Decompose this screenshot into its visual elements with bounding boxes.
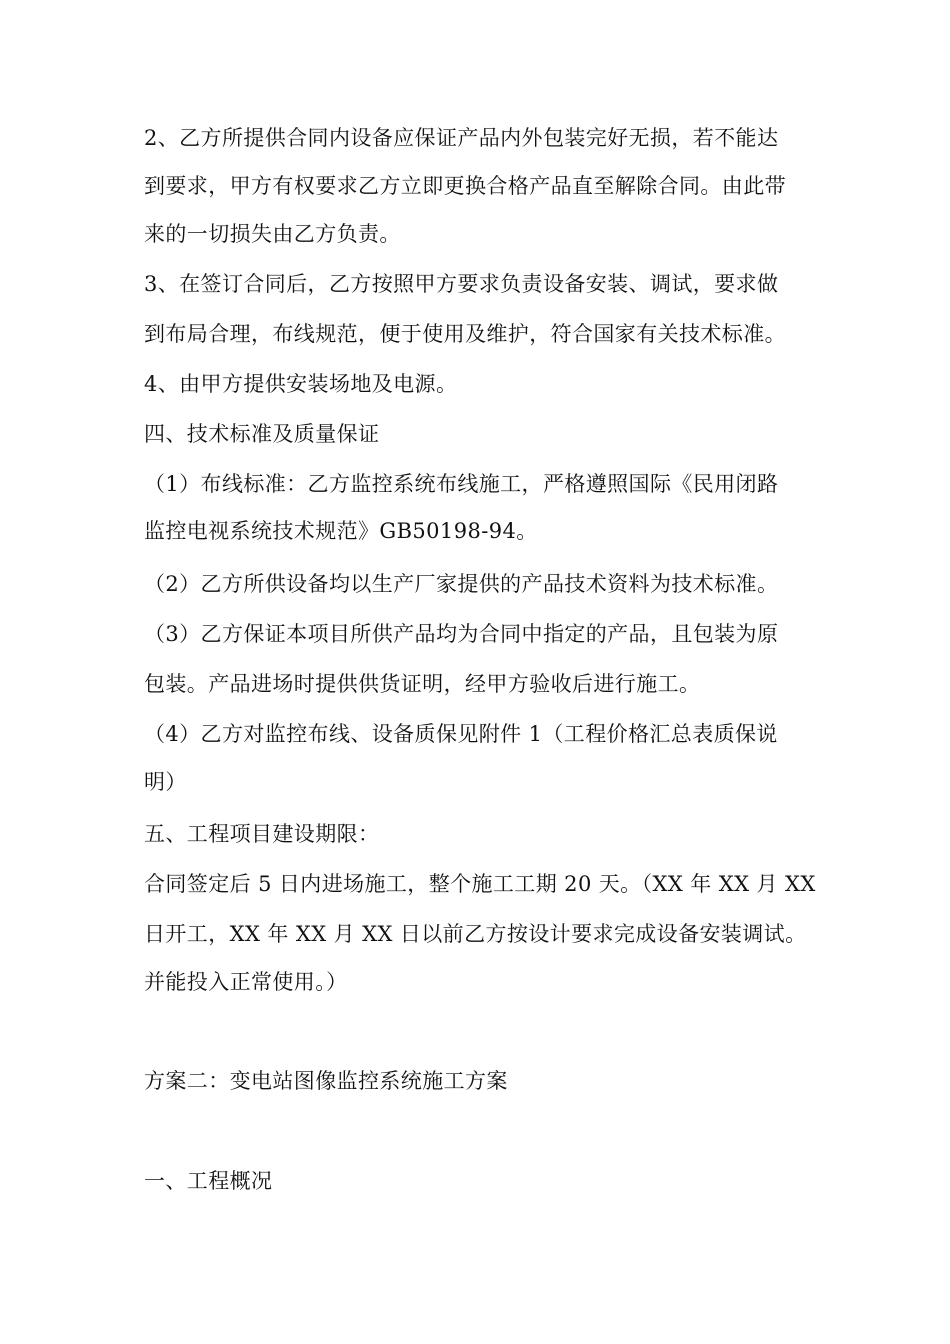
text-line: 日开工，XX 年 XX 月 XX 日以前乙方按设计要求完成设备安装调试。 [144, 922, 807, 946]
text-line: 合同签定后 5 日内进场施工，整个施工工期 20 天。（XX 年 XX 月 XX [144, 872, 816, 896]
text-line: （2）乙方所供设备均以生产厂家提供的产品技术资料为技术标准。 [144, 572, 779, 596]
text-line: （3）乙方保证本项目所供产品均为合同中指定的产品，且包装为原 [144, 622, 779, 646]
text-line: 2、乙方所提供合同内设备应保证产品内外包装完好无损，若不能达 [144, 126, 779, 150]
text-line: 明） [144, 770, 187, 794]
text-line: 包装。产品进场时提供供货证明，经甲方验收后进行施工。 [144, 672, 701, 696]
section-heading: 一、工程概况 [144, 1169, 273, 1193]
text-line: 3、在签订合同后，乙方按照甲方要求负责设备安装、调试，要求做 [144, 272, 779, 296]
section-heading: 五、工程项目建设期限： [144, 822, 380, 846]
text-line: （4）乙方对监控布线、设备质保见附件 1（工程价格汇总表质保说 [144, 722, 778, 746]
section-heading: 四、技术标准及质量保证 [144, 422, 380, 446]
text-line: （1）布线标准：乙方监控系统布线施工，严格遵照国际《民用闭路 [144, 472, 779, 496]
text-line: 4、由甲方提供安装场地及电源。 [144, 372, 458, 396]
text-line: 监控电视系统技术规范》GB50198-94。 [144, 519, 538, 543]
text-line: 到布局合理，布线规范，便于使用及维护，符合国家有关技术标准。 [144, 322, 786, 346]
plan-title: 方案二：变电站图像监控系统施工方案 [144, 1069, 508, 1093]
text-line: 到要求，甲方有权要求乙方立即更换合格产品直至解除合同。由此带 [144, 174, 786, 198]
text-line: 来的一切损失由乙方负责。 [144, 222, 401, 246]
text-line: 并能投入正常使用。） [144, 970, 348, 994]
